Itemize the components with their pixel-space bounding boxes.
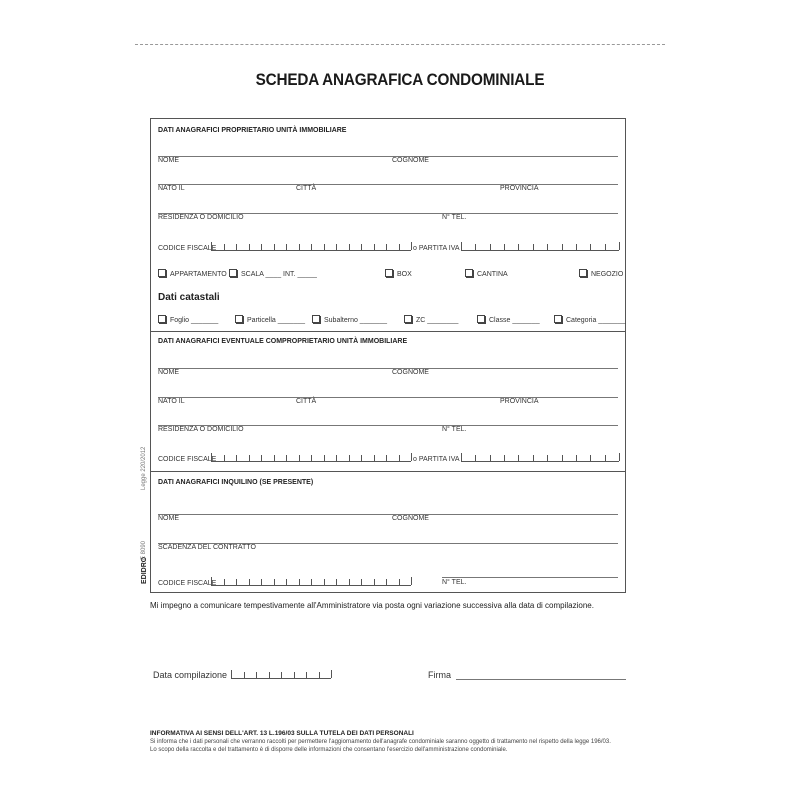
char-box-tick (576, 455, 577, 461)
char-box-tick (562, 455, 563, 461)
char-box-tick (399, 579, 400, 585)
char-box-tick (374, 455, 375, 461)
coowner-cognome-label: COGNOME (392, 369, 429, 376)
checkbox-icon[interactable] (229, 269, 237, 277)
char-box-tick (299, 579, 300, 585)
char-box-tick (286, 244, 287, 250)
char-box-tick (244, 672, 245, 678)
owner-birth-line[interactable] (158, 184, 618, 185)
owner-citta-label: CITTÀ (296, 185, 317, 192)
section-divider (151, 471, 625, 472)
char-box-tick (336, 244, 337, 250)
char-box-tick (399, 244, 400, 250)
char-box-tick (336, 579, 337, 585)
char-box-tick (619, 453, 620, 461)
char-box-tick (256, 672, 257, 678)
tenant-header: DATI ANAGRAFICI INQUILINO (SE PRESENTE) (158, 479, 314, 486)
char-box-tick (590, 455, 591, 461)
char-box-tick (324, 244, 325, 250)
coowner-cf-label: CODICE FISCALE (158, 456, 217, 463)
char-box-tick (286, 579, 287, 585)
char-box-tick (261, 244, 262, 250)
char-box-tick (386, 579, 387, 585)
option-scala[interactable]: SCALA ____ INT. _____ (229, 269, 317, 278)
char-box-tick (261, 579, 262, 585)
option-appartamento[interactable]: APPARTAMENTO (158, 269, 227, 278)
char-box-tick (533, 455, 534, 461)
info-header: INFORMATIVA AI SENSI DELL'ART. 13 L.196/03 SULLA TUTELA DEI DATI PERSONALI (150, 730, 414, 737)
char-box-tick (490, 244, 491, 250)
char-box-tick (319, 672, 320, 678)
char-box-tick (518, 455, 519, 461)
checkbox-icon[interactable] (235, 315, 243, 323)
law-reference: Legge 220/2012 (141, 446, 147, 490)
form-box (150, 118, 626, 593)
option-negozio[interactable]: NEGOZIO (579, 269, 623, 278)
tenant-cognome-label: COGNOME (392, 515, 429, 522)
tenant-scadenza-label: SCADENZA DEL CONTRATTO (158, 544, 256, 551)
char-box-tick (547, 244, 548, 250)
option-categoria[interactable]: Categoria _______ (554, 315, 626, 324)
char-box-tick (605, 244, 606, 250)
char-box-tick (311, 244, 312, 250)
checkbox-icon[interactable] (158, 269, 166, 277)
tenant-nome-label: NOME (158, 515, 179, 522)
checkbox-icon[interactable] (477, 315, 485, 323)
coowner-piva-input[interactable] (461, 453, 619, 462)
char-box-tick (274, 244, 275, 250)
char-box-tick (224, 579, 225, 585)
coowner-citta-label: CITTÀ (296, 398, 317, 405)
char-box-tick (411, 453, 412, 461)
char-box-tick (269, 672, 270, 678)
brand-logo: EDIDRO (141, 556, 148, 584)
coowner-nome-label: NOME (158, 369, 179, 376)
char-box-tick (224, 244, 225, 250)
char-box-tick (411, 577, 412, 585)
catastali-header: Dati catastali (158, 292, 220, 303)
coowner-header: DATI ANAGRAFICI EVENTUALE COMPROPRIETARIO UNITÀ IMMOBILIARE (158, 338, 408, 345)
checkbox-icon[interactable] (465, 269, 473, 277)
char-box-tick (361, 244, 362, 250)
page-title: SCHEDA ANAGRAFICA CONDOMINIALE (255, 70, 545, 89)
owner-nato-label: NATO IL (158, 185, 185, 192)
char-box-tick (249, 579, 250, 585)
commitment-text: Mi impegno a comunicare tempestivamente all'Amministratore via posta ogni variazione successiva alla data di compilazione. (150, 601, 594, 610)
owner-cognome-label: COGNOME (392, 157, 429, 164)
coowner-residenza-label: RESIDENZA O DOMICILIO (158, 426, 244, 433)
option-box[interactable]: BOX (385, 269, 412, 278)
owner-name-line[interactable] (158, 156, 618, 157)
char-box-tick (386, 244, 387, 250)
char-box-tick (311, 455, 312, 461)
owner-residenza-label: RESIDENZA O DOMICILIO (158, 214, 244, 221)
char-box-tick (547, 455, 548, 461)
checkbox-icon[interactable] (312, 315, 320, 323)
char-box-tick (386, 455, 387, 461)
char-box-tick (533, 244, 534, 250)
char-box-tick (518, 244, 519, 250)
option-classe[interactable]: Classe _______ (477, 315, 540, 324)
char-box-tick (605, 455, 606, 461)
form-code: E 8090 (141, 540, 147, 560)
char-box-tick (336, 455, 337, 461)
tenant-tel-line[interactable] (442, 577, 618, 578)
owner-cf-input[interactable] (211, 242, 411, 251)
coowner-cf-input[interactable] (211, 453, 411, 462)
coowner-provincia-label: PROVINCIA (500, 398, 539, 405)
owner-tel-label: N° TEL. (442, 214, 467, 221)
owner-piva-input[interactable] (461, 242, 619, 251)
char-box-tick (399, 455, 400, 461)
char-box-tick (299, 455, 300, 461)
char-box-tick (374, 244, 375, 250)
checkbox-icon[interactable] (579, 269, 587, 277)
checkbox-icon[interactable] (385, 269, 393, 277)
char-box-tick (504, 455, 505, 461)
char-box-tick (249, 244, 250, 250)
data-compilazione-input[interactable] (231, 670, 331, 679)
char-box-tick (349, 455, 350, 461)
info-line-2: Lo scopo della raccolta e del trattamento è di disporre delle informazioni che consentano l'esercizio dell'amministrazione condominiale. (150, 747, 508, 753)
char-box-tick (461, 453, 462, 461)
char-box-tick (461, 242, 462, 250)
char-box-tick (562, 244, 563, 250)
char-box-tick (311, 579, 312, 585)
char-box-tick (361, 579, 362, 585)
char-box-tick (299, 244, 300, 250)
char-box-tick (261, 455, 262, 461)
char-box-tick (274, 579, 275, 585)
coowner-piva-label: o PARTITA IVA (413, 456, 460, 463)
char-box-tick (411, 242, 412, 250)
char-box-tick (324, 579, 325, 585)
coowner-name-line[interactable] (158, 368, 618, 369)
char-box-tick (475, 455, 476, 461)
char-box-tick (274, 455, 275, 461)
option-subalterno[interactable]: Subalterno _______ (312, 315, 387, 324)
owner-nome-label: NOME (158, 157, 179, 164)
char-box-tick (224, 455, 225, 461)
char-box-tick (211, 242, 212, 250)
char-box-tick (236, 579, 237, 585)
info-line-1: Si informa che i dati personali che verranno raccolti per permettere l'aggiornamento dell'anagrafe condominiale saranno oggetto di trattamento nel rispetto della legge 196/03. (150, 739, 611, 745)
section-divider (151, 331, 625, 332)
tenant-cf-label: CODICE FISCALE (158, 580, 217, 587)
checkbox-icon[interactable] (554, 315, 562, 323)
tenant-cf-input[interactable] (211, 577, 411, 586)
char-box-tick (286, 455, 287, 461)
char-box-tick (349, 244, 350, 250)
char-box-tick (504, 244, 505, 250)
firma-label: Firma (428, 670, 451, 680)
tenant-tel-label: N° TEL. (442, 579, 467, 586)
char-box-tick (236, 455, 237, 461)
option-cantina[interactable]: CANTINA (465, 269, 508, 278)
checkbox-icon[interactable] (404, 315, 412, 323)
char-box-tick (331, 670, 332, 678)
owner-header: DATI ANAGRAFICI PROPRIETARIO UNITÀ IMMOBILIARE (158, 127, 347, 134)
cut-line (135, 44, 665, 45)
char-box-tick (324, 455, 325, 461)
data-compilazione-label: Data compilazione (153, 670, 228, 680)
coowner-birth-line[interactable] (158, 397, 618, 398)
option-particella[interactable]: Particella _______ (235, 315, 305, 324)
tenant-name-line[interactable] (158, 514, 618, 515)
firma-line[interactable] (456, 679, 626, 680)
owner-cf-label: CODICE FISCALE (158, 245, 217, 252)
char-box-tick (576, 244, 577, 250)
char-box-tick (475, 244, 476, 250)
char-box-tick (306, 672, 307, 678)
option-zc[interactable]: ZC ________ (404, 315, 458, 324)
coowner-tel-label: N° TEL. (442, 426, 467, 433)
char-box-tick (236, 244, 237, 250)
char-box-tick (374, 579, 375, 585)
owner-provincia-label: PROVINCIA (500, 185, 539, 192)
coowner-nato-label: NATO IL (158, 398, 185, 405)
char-box-tick (294, 672, 295, 678)
owner-piva-label: o PARTITA IVA (413, 245, 460, 252)
option-foglio[interactable]: Foglio _______ (158, 315, 218, 324)
char-box-tick (281, 672, 282, 678)
char-box-tick (349, 579, 350, 585)
char-box-tick (590, 244, 591, 250)
char-box-tick (361, 455, 362, 461)
char-box-tick (211, 577, 212, 585)
char-box-tick (211, 453, 212, 461)
char-box-tick (231, 670, 232, 678)
char-box-tick (249, 455, 250, 461)
checkbox-icon[interactable] (158, 315, 166, 323)
char-box-tick (619, 242, 620, 250)
char-box-tick (490, 455, 491, 461)
